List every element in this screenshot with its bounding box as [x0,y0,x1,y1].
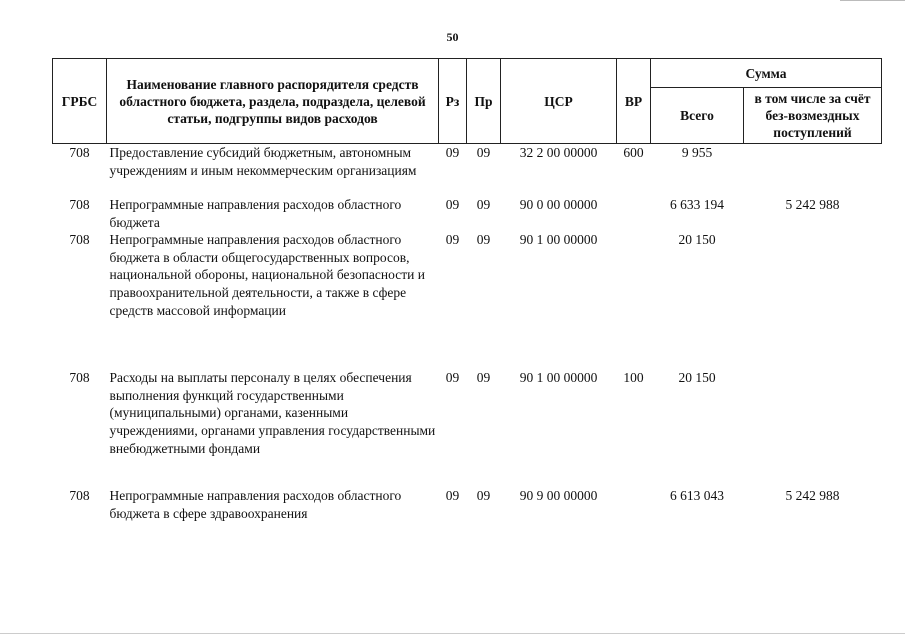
cell-pr: 09 [476,232,491,248]
cell-name: Предоставление субсидий бюджетным, автономным учреждениям и иным некоммерческим организациям [109,145,417,178]
budget-table [52,58,882,527]
cell-grbs: 708 [69,370,90,386]
cell-csr: 90 0 00 00000 [519,197,598,212]
cell-vr: 100 [623,370,644,386]
cell-name: Непрограммные направления расходов областного бюджета [109,197,402,230]
cell-free [744,144,882,197]
table-header [53,59,882,144]
table-row [53,369,882,487]
cell-csr: 32 2 00 00000 [519,145,598,160]
header-rz: Рз [439,59,467,144]
cell-grbs: 708 [69,197,90,212]
header-pr: Пр [467,59,501,144]
cell-vr [617,231,651,369]
cell-total: 20 150 [678,232,716,248]
cell-grbs: 708 [69,488,90,504]
cell-grbs: 708 [69,232,90,248]
header-name: Наименование главного распорядителя средств областного бюджета, раздела, подраздела, целевой статьи, подгруппы видов расходов [107,59,439,144]
page-number: 50 [446,30,459,44]
cell-csr: 90 1 00 00000 [519,232,598,248]
cell-rz: 09 [445,488,460,504]
cell-total: 6 613 043 [670,488,724,504]
cell-free [744,231,882,369]
cell-vr: 600 [623,145,644,160]
scan-edge-bottom [0,633,905,634]
header-free: в том числе за счёт без-возмездных поступлений [744,88,882,144]
cell-total: 20 150 [678,370,716,386]
cell-pr: 09 [476,197,491,212]
cell-total: 9 955 [681,145,713,160]
table-body [53,144,882,528]
cell-csr: 90 1 00 00000 [519,370,598,386]
header-csr: ЦСР [501,59,617,144]
header-grbs: ГРБС [53,59,107,144]
cell-total: 6 633 194 [670,197,724,212]
header-vr: ВР [617,59,651,144]
cell-free: 5 242 988 [785,197,840,212]
cell-name: Непрограммные направления расходов областного бюджета в сфере здравоохранения [109,488,402,521]
table-row [53,487,882,527]
cell-name: Расходы на выплаты персоналу в целях обеспечения выполнения функций государственными (муниципальными) органами, казенными учреждениями, органами управления государственными внебюджетными фондами [109,370,436,456]
cell-vr [617,196,651,231]
cell-pr: 09 [476,145,491,160]
cell-pr: 09 [476,488,491,504]
cell-rz: 09 [445,370,460,386]
cell-rz: 09 [445,145,460,160]
cell-grbs: 708 [69,145,90,160]
table-row [53,231,882,369]
scan-edge-top [840,0,905,1]
cell-free: 5 242 988 [785,488,840,504]
cell-name: Непрограммные направления расходов областного бюджета в области общегосударственных вопросов, национальной обороны, национальной безопасности и правоохранительной деятельности, а также в сфере средств массовой информации [109,232,425,318]
header-sum: Сумма [651,59,882,88]
table-row [53,196,882,231]
cell-vr [617,487,651,527]
cell-rz: 09 [445,232,460,248]
cell-pr: 09 [476,370,491,386]
cell-csr: 90 9 00 00000 [519,488,598,504]
cell-free [744,369,882,487]
cell-rz: 09 [445,197,460,212]
header-total: Всего [651,88,744,144]
table-row [53,144,882,197]
